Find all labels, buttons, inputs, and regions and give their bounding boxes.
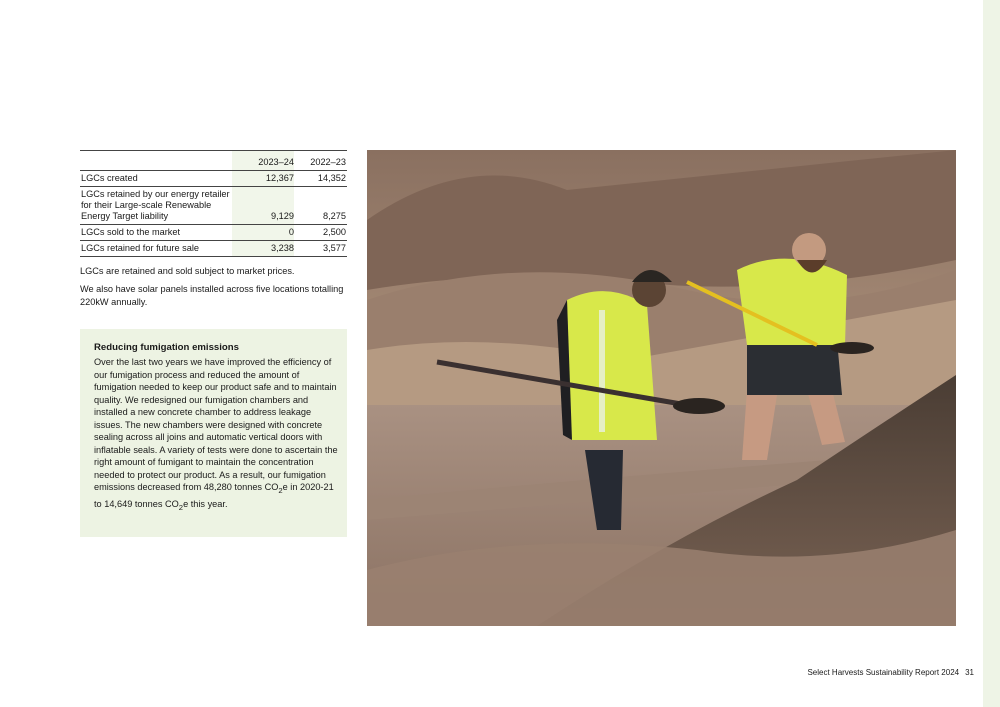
row-value-2023-24: 9,129 [232,187,294,225]
row-value-2022-23: 8,275 [323,211,346,221]
co2-subscript: 2 [178,502,184,512]
row-label: LGCs retained for future sale [81,243,199,253]
row-label: LGCs created [81,173,138,183]
co2-subscript: 2 [278,486,283,496]
table-row [80,187,347,225]
callout-text-a: Over the last two years we have improved the efficiency of our fumigation process and reduced the amount of fumigation needed to keep our product safe and to maintain quality. We redesigned our fumigation chambers and installed a new concrete chamber to address leakage issues. The new chambers were designed with concrete sealing across all joins and automatic vertical doors with inflatable seals. A variety of tests were done to ascertain the right amount of fumigant to maintain the concentration needed to protect our product. As a result, our fumigation emissions decreased from 48,280 tonnes CO [94,357,338,493]
row-value-2023-24: 12,367 [232,171,294,187]
table-row [80,225,347,241]
row-value-2023-24: 3,238 [232,241,294,257]
table-header-2022-23: 2022–23 [310,157,346,167]
row-value-2022-23: 3,577 [323,243,346,253]
page-footer [807,668,974,677]
page-number: 31 [965,668,974,677]
table-header-row [80,151,347,171]
page-edge-strip [983,0,1000,707]
lgc-table [80,150,347,257]
row-label: LGCs sold to the market [81,227,181,237]
table-header-blank [80,151,232,171]
row-value-2022-23: 2,500 [323,227,346,237]
callout-body [94,356,338,514]
row-value-2022-23: 14,352 [317,173,346,183]
table-header-2023-24: 2023–24 [232,151,294,171]
solar-note: We also have solar panels installed across five locations totalling 220kW annually. [80,284,344,307]
callout-text-b: e in 2020-21 to 14,649 tonnes CO [94,482,334,509]
callout-title: Reducing fumigation emissions [94,342,239,353]
fumigation-callout [80,329,347,537]
report-title: Select Harvests Sustainability Report 2024 [807,668,960,677]
table-row [80,241,347,257]
market-note: LGCs are retained and sold subject to market prices. [80,266,295,276]
workers-photo [367,150,956,626]
table-row [80,171,347,187]
row-value-2023-24: 0 [232,225,294,241]
callout-text-c: e this year. [183,498,228,509]
row-label: LGCs retained by our energy retailer for their Large-scale Renewable Energy Target liability [81,189,230,221]
